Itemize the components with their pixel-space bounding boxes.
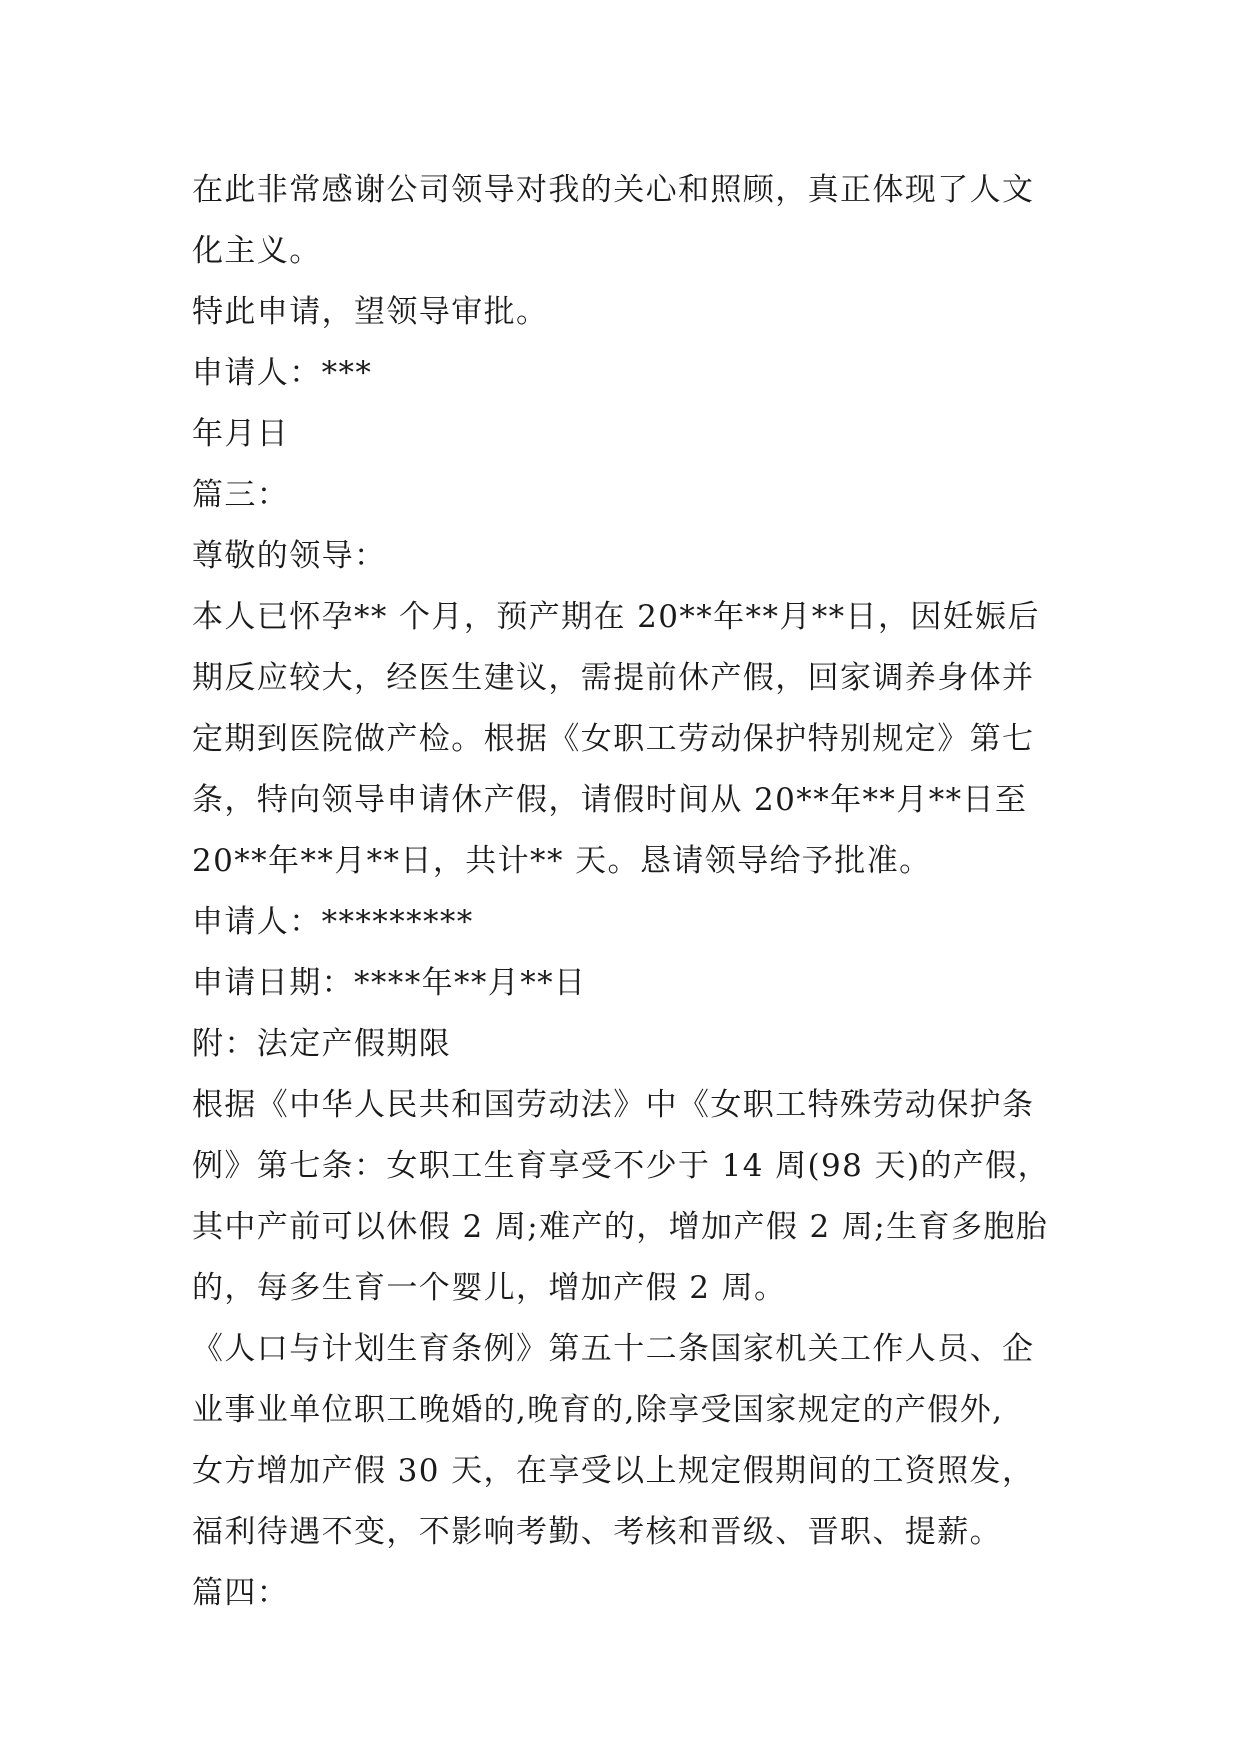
text-line: 20**年**月**日，共计** 天。恳请领导给予批准。 [192,843,932,879]
text-line: 女方增加产假 30 天，在享受以上规定假期间的工资照发， [192,1453,1035,1489]
text-line: 根据《中华人民共和国劳动法》中《女职工特殊劳动保护条 [192,1087,1035,1123]
applicant-line: 申请人：********* [192,904,474,940]
text-line: 例》第七条：女职工生育享受不少于 14 周(98 天)的产假， [192,1148,1051,1184]
text-line: 化主义。 [192,233,322,269]
text-line: 福利待遇不变，不影响考勤、考核和晋级、晋职、提薪。 [192,1514,1002,1550]
date-line: 年月日 [192,416,290,452]
text-line: 其中产前可以休假 2 周;难产的，增加产假 2 周;生育多胞胎 [192,1209,1049,1245]
applicant-line: 申请人：*** [192,355,373,391]
text-line: 条，特向领导申请休产假，请假时间从 20**年**月**日至 [192,782,1028,818]
appendix-heading: 附：法定产假期限 [192,1026,452,1062]
text-line: 《人口与计划生育条例》第五十二条国家机关工作人员、企 [192,1331,1035,1367]
salutation: 尊敬的领导： [192,538,387,574]
text-line: 本人已怀孕** 个月，预产期在 20**年**月**日，因妊娠后 [192,599,1040,635]
application-date-line: 申请日期：****年**月**日 [192,965,587,1001]
text-line: 业事业单位职工晚婚的,晚育的,除享受国家规定的产假外, [192,1392,1004,1428]
text-line: 特此申请，望领导审批。 [192,294,549,330]
section-heading: 篇四： [192,1575,290,1611]
text-line: 期反应较大，经医生建议，需提前休产假，回家调养身体并 [192,660,1035,696]
section-heading: 篇三： [192,477,290,513]
text-line: 定期到医院做产检。根据《女职工劳动保护特别规定》第七 [192,721,1035,757]
text-line: 在此非常感谢公司领导对我的关心和照顾，真正体现了人文 [192,172,1035,208]
document-body [192,160,1062,1624]
text-line: 的，每多生育一个婴儿，增加产假 2 周。 [192,1270,787,1306]
